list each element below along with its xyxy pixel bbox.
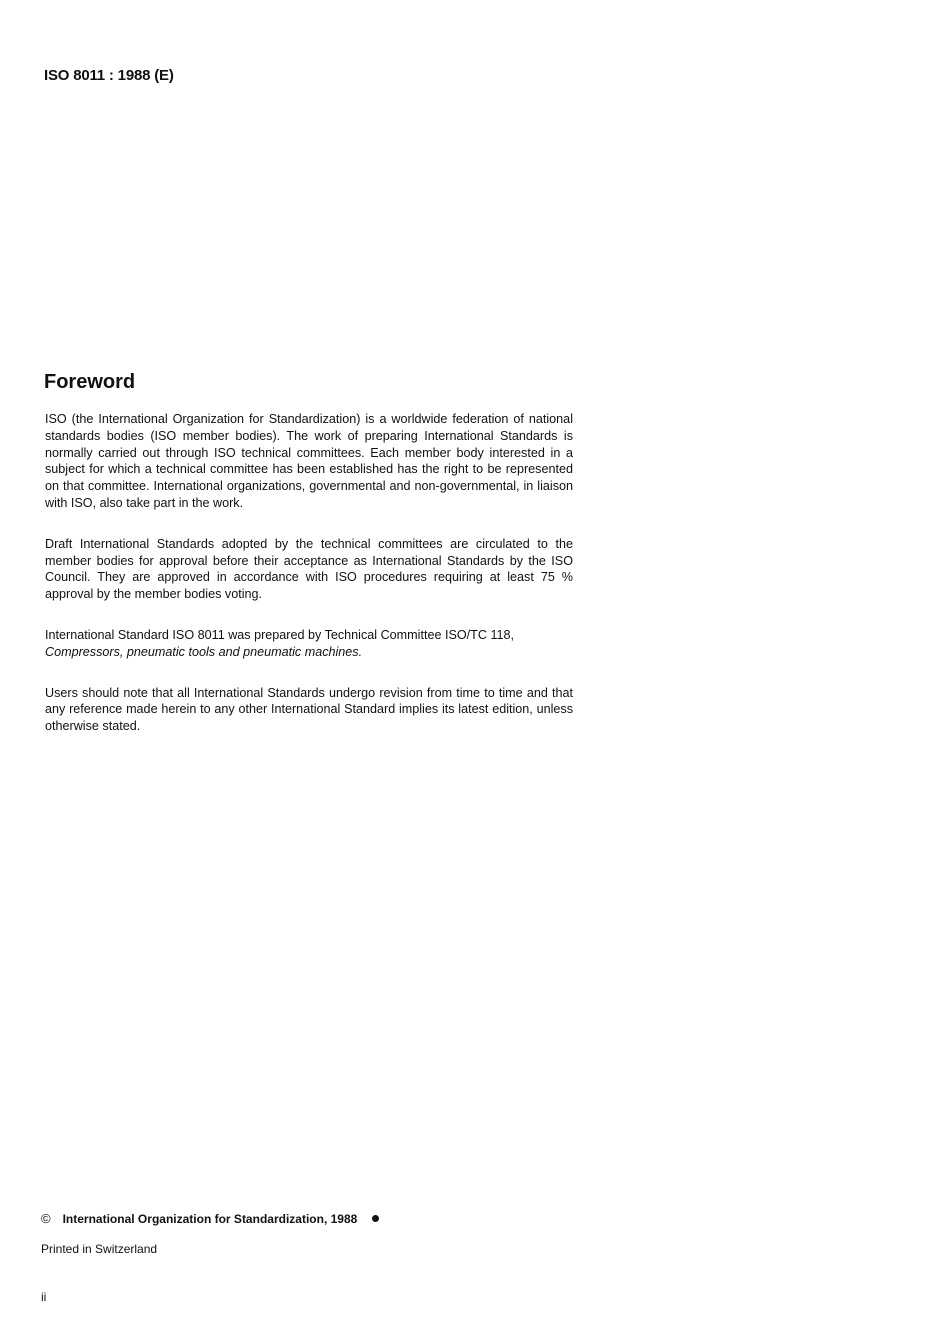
- foreword-paragraph-prepared-by: [45, 627, 573, 661]
- copyright-line: [41, 1211, 379, 1226]
- foreword-paragraph-draft-standards: Draft International Standards adopted by the technical committees are circulated to the member bodies for approval before their acceptance as International Standards by the ISO Council. They are approved in accordance with ISO procedures requiring at least 75 % approval by the member bodies voting.: [45, 536, 573, 602]
- foreword-body: [45, 411, 573, 759]
- copyright-symbol: ©: [41, 1211, 51, 1226]
- bullet-icon: [372, 1215, 379, 1222]
- foreword-paragraph-revision-note: Users should note that all International Standards undergo revision from time to time and that any reference made herein to any other International Standard implies its latest edition, unless otherwise stated.: [45, 685, 573, 734]
- foreword-heading: Foreword: [44, 371, 136, 393]
- committee-title: Compressors, pneumatic tools and pneumatic machines.: [45, 644, 363, 659]
- printed-location: Printed in Switzerland: [41, 1242, 158, 1256]
- page-number: ii: [41, 1290, 47, 1304]
- foreword-paragraph-iso-federation: ISO (the International Organization for Standardization) is a worldwide federation of national standards bodies (ISO member bodies). The work of preparing International Standards is normally carried out through ISO technical committees. Each member body interested in a subject for which a technical committee has been established has the right to be represented on that committee. International organizations, governmental and non-governmental, in liaison with ISO, also take part in the work.: [45, 412, 573, 510]
- document-identifier: ISO 8011 : 1988 (E): [44, 67, 174, 84]
- copyright-text: International Organization for Standardization, 1988: [62, 1211, 358, 1226]
- prepared-by-lead: International Standard ISO 8011 was prepared by Technical Committee ISO/TC 118,: [45, 627, 515, 642]
